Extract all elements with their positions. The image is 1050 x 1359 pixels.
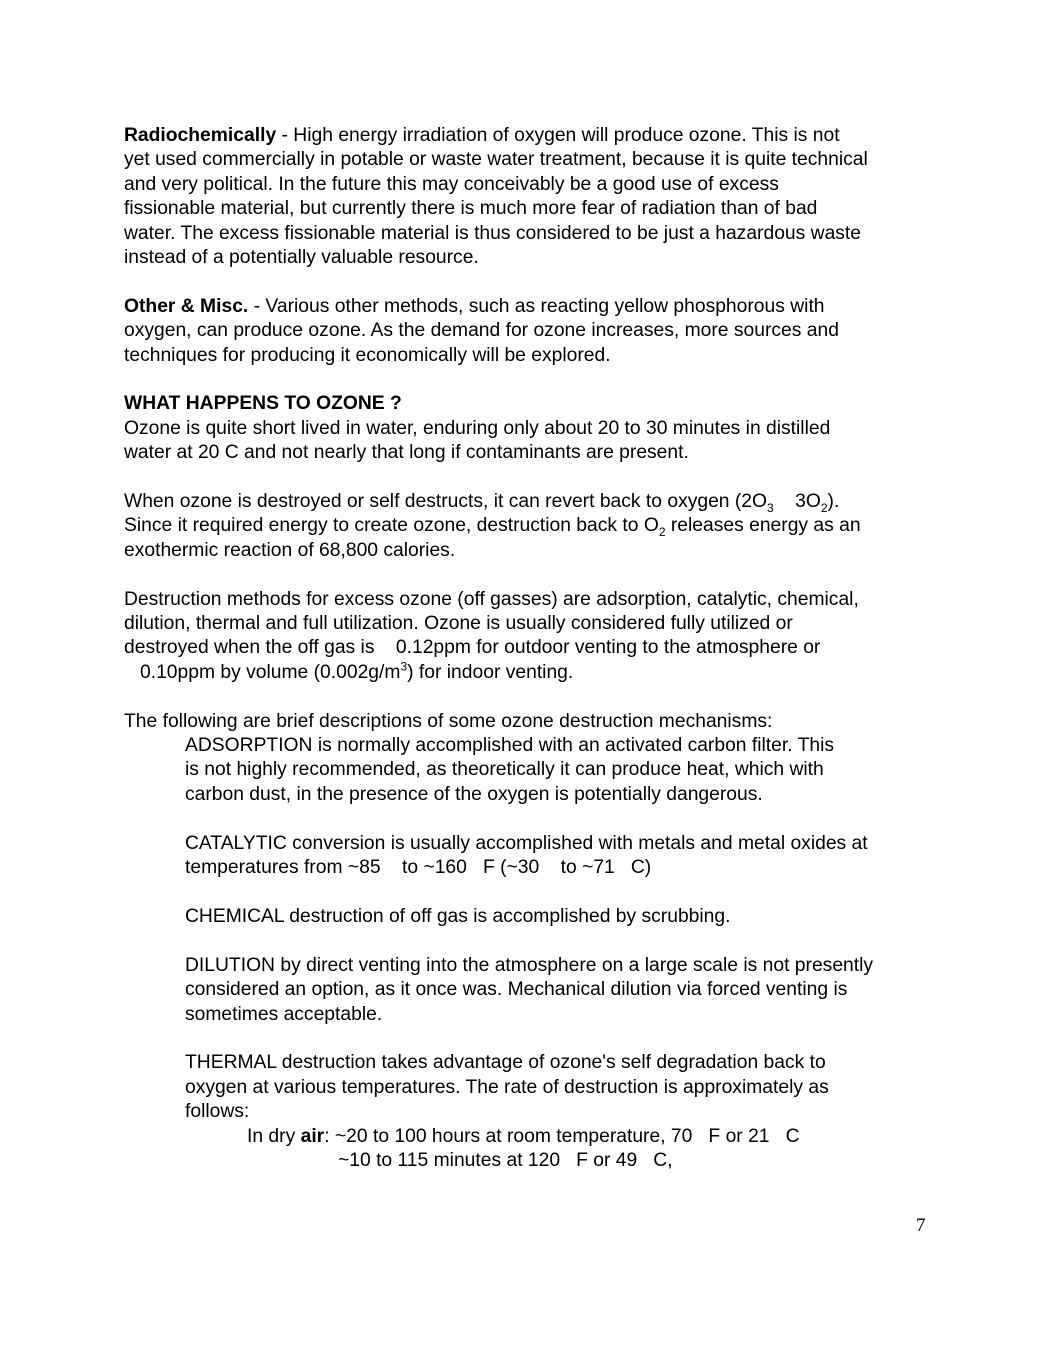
- catalytic-item: CATALYTIC conversion is usually accomplished with metals and metal oxides at temperatures from ~85 to ~160 F (~30 to ~71 C): [185, 832, 868, 879]
- document-body: [124, 124, 934, 1173]
- destroyed-paragraph: When ozone is destroyed or self destructs, it can revert back to oxygen ($2O_3$ $3O_2$). Since it required energy to create ozone, destruction back to $O_2$ releases energy as an exothermic reaction of 68,800 calories.: [124, 491, 861, 561]
- section-heading: WHAT HAPPENS TO OZONE ? Ozone is quite short lived in water, enduring only about 20 to 30 minutes in distilled water at 20 C and not nearly that long if contaminants are present.: [124, 393, 831, 464]
- thermal-dry-air-line2: ~10 to 115 minutes at 120 F or 49 C,: [338, 1149, 673, 1171]
- thermal-item: THERMAL destruction takes advantage of ozone's self degradation back to oxygen at various temperatures. The rate of destruction is approximately as follows:: [185, 1052, 829, 1123]
- radiochem-paragraph: Radiochemically - High energy irradiation of oxygen will produce ozone. This is not yet used commercially in potable or waste water treatment, because it is quite technical and very political. In the future this may conceivably be a good use of excess fissionable material, but currently there is much more fear of radiation than of bad water. The excess fissionable material is thus considered to be just a hazardous waste instead of a potentially valuable resource.: [124, 125, 868, 269]
- dilution-item: DILUTION by direct venting into the atmosphere on a large scale is not presently considered an option, as it once was. Mechanical dilution via forced venting is sometimes acceptable.: [185, 954, 874, 1025]
- radiochem-term: Radiochemically: [124, 125, 277, 146]
- methods-paragraph: Destruction methods for excess ozone (off gasses) are adsorption, catalytic, chemical, dilution, thermal and full utilization. Ozone is usually considered fully utilized or destroyed when the off gas is 0.12ppm for outdoor venting to the atmosphere or 0.10ppm by volume $(0.002g/m^3)$ for indoor venting.: [124, 588, 859, 683]
- adsorption-item: ADSORPTION is normally accomplished with an activated carbon filter. This is not highly recommended, as theoretically it can produce heat, which with carbon dust, in the presence of the oxygen is potentially dangerous.: [185, 735, 835, 805]
- page-number: 7: [916, 1215, 926, 1236]
- other-paragraph: Other & Misc. - Various other methods, such as reacting yellow phosphorous with oxygen, can produce ozone. As the demand for ozone increases, more sources and techniques for producing it economically will be explored.: [124, 295, 839, 366]
- mechanisms-intro: The following are brief descriptions of some ozone destruction mechanisms:: [124, 710, 773, 732]
- thermal-dry-air-line: In dry air: ~20 to 100 hours at room temperature, 70 F or 21 C: [247, 1125, 800, 1147]
- chemical-item: CHEMICAL destruction of off gas is accomplished by scrubbing.: [185, 905, 731, 927]
- other-term: Other & Misc.: [124, 295, 249, 317]
